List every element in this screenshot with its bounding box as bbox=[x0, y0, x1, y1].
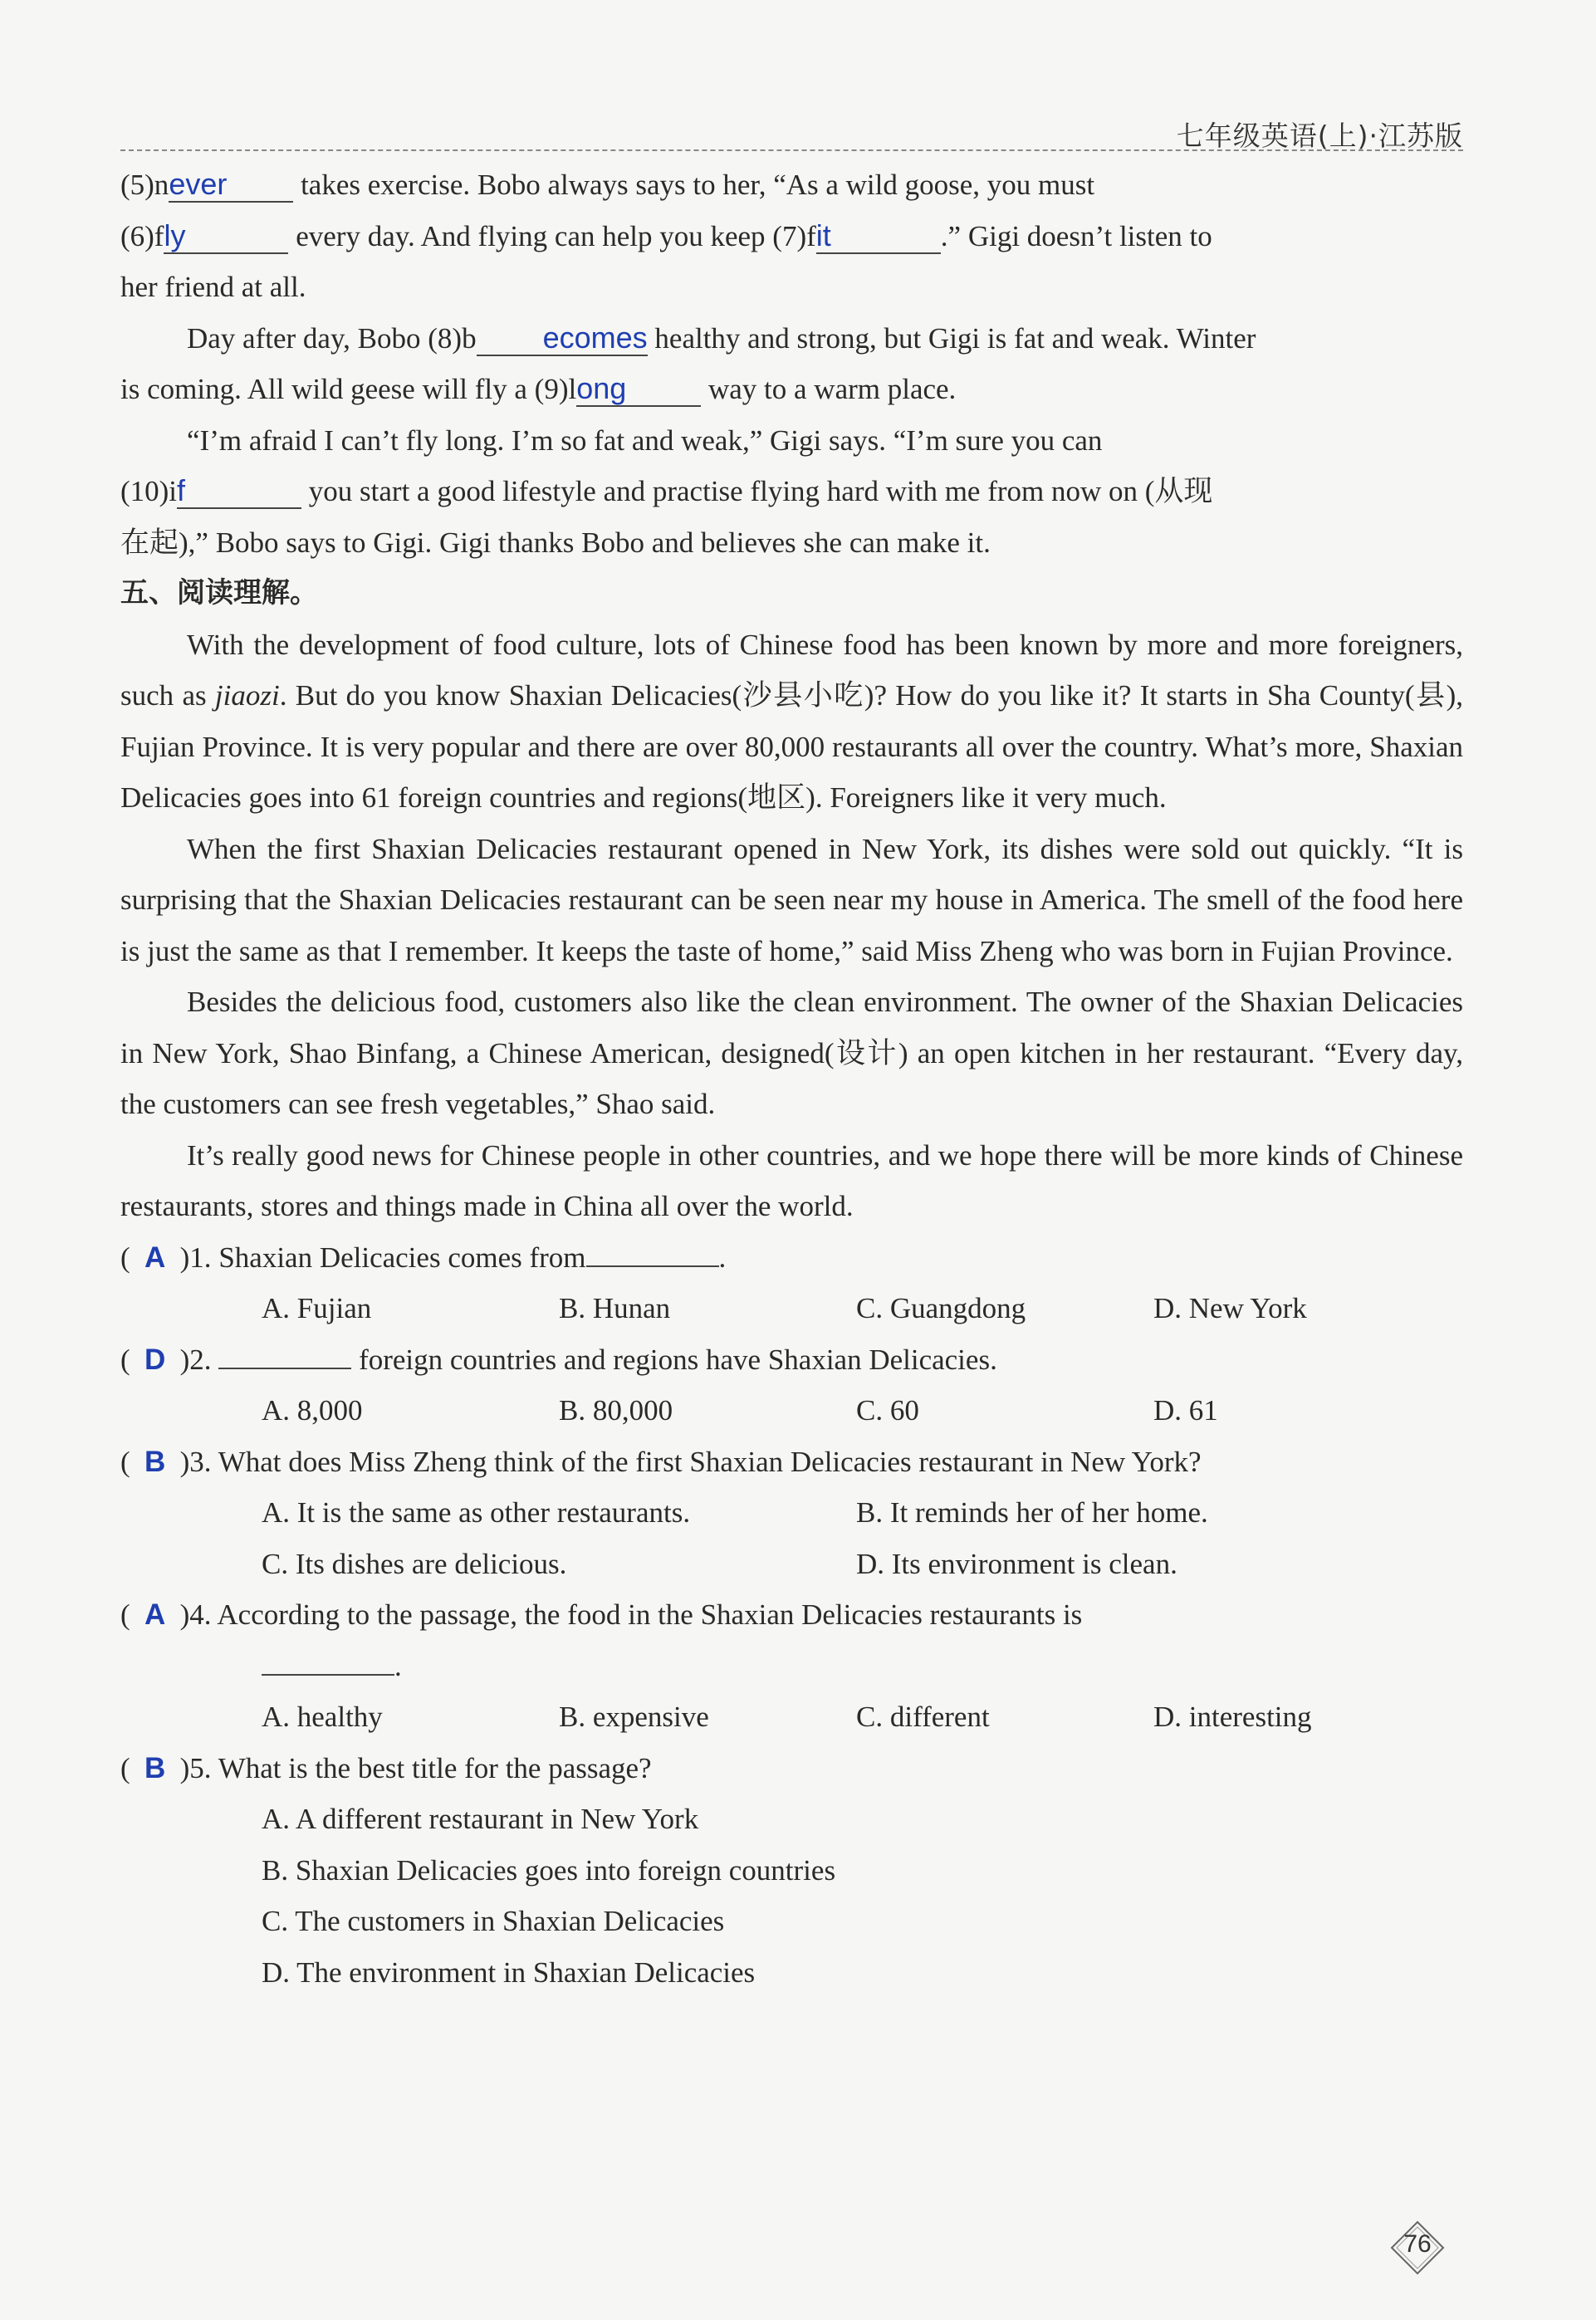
option[interactable]: D. 61 bbox=[1153, 1394, 1218, 1427]
cloze-line: her friend at all. bbox=[120, 271, 306, 303]
answer-blank-7[interactable]: it bbox=[816, 219, 941, 254]
option[interactable]: B. It reminds her of her home. bbox=[856, 1496, 1208, 1529]
passage-paragraph: With the development of food culture, lots of Chinese food has been known by more and more foreigners, such as jiaozi. But do you know Shaxian Delicacies(沙县小吃)? How do you like it? It starts in Sha County(县), Fujian Province. It is very popular and there are over 80,000 restaurants all over the country. What’s more, Shaxian Delicacies goes into 61 foreign countries and regions(地区). Foreigners like it very much. bbox=[120, 628, 1464, 814]
answer-choice[interactable]: B bbox=[144, 1445, 166, 1478]
question-1: ( A )1. Shaxian Delicacies comes from . bbox=[120, 1232, 1463, 1284]
option[interactable]: C. Its dishes are delicious. bbox=[262, 1547, 567, 1580]
content bbox=[120, 159, 1463, 1998]
options-row bbox=[262, 1691, 1463, 1743]
question-4-blank-line: . bbox=[262, 1641, 1463, 1692]
option[interactable]: D. New York bbox=[1153, 1292, 1307, 1324]
answer-choice[interactable]: A bbox=[144, 1241, 166, 1274]
answer-blank-6[interactable]: ly bbox=[164, 219, 288, 254]
option[interactable]: A. Fujian bbox=[262, 1292, 372, 1324]
option[interactable]: A. healthy bbox=[262, 1701, 383, 1733]
passage-paragraph: When the first Shaxian Delicacies restaurant opened in New York, its dishes were sold out quickly. “It is surprising that the Shaxian Delicacies restaurant can be seen near my house in America. The smell of the food here is just the same as that I remember. It keeps the taste of home,” said Miss Zheng who was born in Fujian Province. bbox=[120, 832, 1463, 967]
header-divider bbox=[120, 149, 1463, 151]
passage-paragraph: It’s really good news for Chinese people in other countries, and we hope there will be more kinds of Chinese restaurants, stores and things made in China all over the world. bbox=[120, 1138, 1463, 1222]
cloze-line: “I’m afraid I can’t fly long. I’m so fat and weak,” Gigi says. “I’m sure you can bbox=[187, 423, 1103, 457]
option[interactable]: A. 8,000 bbox=[262, 1394, 363, 1427]
question-4: ( A )4. According to the passage, the food in the Shaxian Delicacies restaurants is bbox=[120, 1589, 1463, 1641]
options-row bbox=[262, 1283, 1463, 1334]
option[interactable]: C. 60 bbox=[856, 1394, 919, 1427]
answer-blank-5[interactable]: ever bbox=[169, 168, 293, 203]
option[interactable]: A. It is the same as other restaurants. bbox=[262, 1496, 691, 1529]
option[interactable]: D. Its environment is clean. bbox=[856, 1547, 1177, 1580]
answer-choice[interactable]: B bbox=[144, 1751, 166, 1784]
answer-choice[interactable]: A bbox=[144, 1598, 166, 1631]
option[interactable]: C. The customers in Shaxian Delicacies bbox=[262, 1905, 725, 1937]
book-header: 七年级英语(上)·江苏版 bbox=[1176, 120, 1463, 152]
question-5: ( B )5. What is the best title for the passage? bbox=[120, 1743, 1463, 1794]
option[interactable]: B. expensive bbox=[559, 1701, 709, 1733]
answer-blank-8[interactable]: ecomes bbox=[477, 321, 648, 356]
option[interactable]: B. 80,000 bbox=[559, 1394, 673, 1427]
section-title: 五、阅读理解。 bbox=[120, 576, 318, 609]
question-blank bbox=[262, 1642, 394, 1676]
cloze-line: Day after day, Bobo (8)b ecomes healthy and strong, but Gigi is fat and weak. Winter bbox=[187, 320, 1256, 355]
page-number: 76 bbox=[1388, 2219, 1447, 2277]
option[interactable]: A. A different restaurant in New York bbox=[262, 1803, 699, 1835]
option[interactable]: C. different bbox=[856, 1701, 990, 1733]
question-blank bbox=[218, 1336, 351, 1369]
cloze-line: is coming. All wild geese will fly a (9)long way to a warm place. bbox=[120, 371, 957, 405]
cloze-line: (10)if you start a good lifestyle and practise flying hard with me from now on (从现 bbox=[120, 473, 1213, 507]
cloze-line: (6)fly every day. And flying can help you keep (7)fit .” Gigi doesn’t listen to bbox=[120, 218, 1212, 252]
options-row bbox=[262, 1539, 1463, 1590]
answer-blank-9[interactable]: ong bbox=[576, 372, 701, 407]
cloze-line: 在起),” Bobo says to Gigi. Gigi thanks Bobo and believes she can make it. bbox=[120, 526, 991, 559]
question-blank bbox=[586, 1234, 719, 1267]
option[interactable]: D. interesting bbox=[1153, 1701, 1312, 1733]
option[interactable]: D. The environment in Shaxian Delicacies bbox=[262, 1955, 756, 1989]
answer-choice[interactable]: D bbox=[144, 1343, 166, 1376]
options-row bbox=[262, 1385, 1463, 1437]
cloze-line: (5)never takes exercise. Bobo always says to her, “As a wild goose, you must bbox=[120, 167, 1095, 201]
passage-paragraph: Besides the delicious food, customers also like the clean environment. The owner of the Shaxian Delicacies in New York, Shao Binfang, a Chinese American, designed(设计) an open kitchen in her restaurant. “Every day, the customers can see fresh vegetables,” Shao said. bbox=[120, 986, 1463, 1120]
option[interactable]: C. Guangdong bbox=[856, 1292, 1026, 1324]
option[interactable]: B. Hunan bbox=[559, 1292, 671, 1324]
answer-blank-10[interactable]: f bbox=[177, 474, 301, 509]
options-row bbox=[262, 1487, 1463, 1539]
option[interactable]: B. Shaxian Delicacies goes into foreign countries bbox=[262, 1853, 836, 1887]
question-3: ( B )3. What does Miss Zheng think of the first Shaxian Delicacies restaurant in New York? bbox=[120, 1437, 1463, 1488]
question-2: ( D )2. foreign countries and regions have Shaxian Delicacies. bbox=[120, 1334, 1463, 1386]
